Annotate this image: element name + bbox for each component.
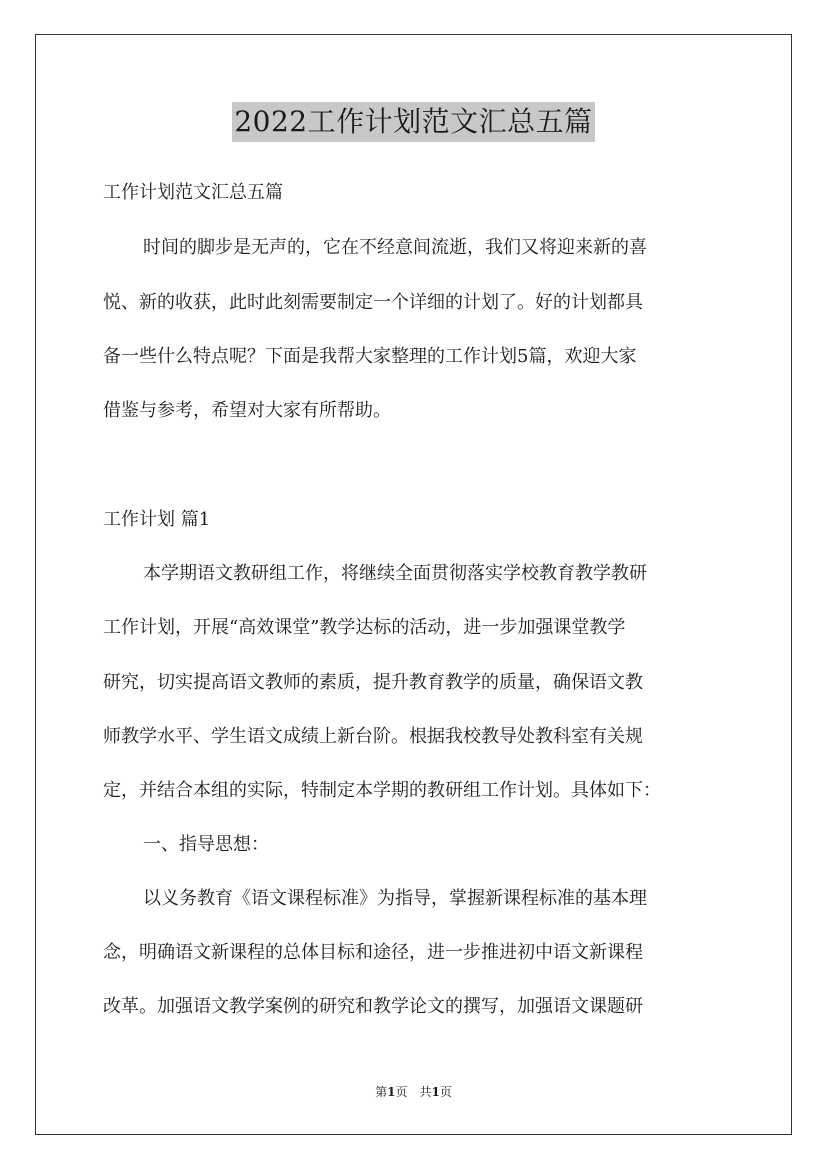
body-line-2: 工作计划，开展“高效课堂”教学达标的活动，进一步加强课堂教学: [103, 617, 626, 638]
intro-line-1: 时间的脚步是无声的，它在不经意间流逝，我们又将迎来新的喜: [143, 237, 647, 258]
document-subtitle: 工作计划范文汇总五篇: [103, 182, 283, 203]
body-line-1: 本学期语文教研组工作，将继续全面贯彻落实学校教育教学教研: [143, 563, 647, 584]
intro-line-4: 借鉴与参考，希望对大家有所帮助。: [103, 400, 391, 421]
footer-mid: 页 共: [395, 1085, 432, 1099]
guide-line-2: 念，明确语文新课程的总体目标和途径，进一步推进初中语文新课程: [103, 942, 643, 963]
page-footer: [0, 1083, 827, 1101]
guide-line-3: 改革。加强语文教学案例的研究和教学论文的撰写，加强语文课题研: [103, 996, 643, 1017]
guide-line-1: 以义务教育《语文课程标准》为指导，掌握新课程标准的基本理: [143, 888, 647, 909]
body-line-5: 定，并结合本组的实际，特制定本学期的教研组工作计划。具体如下：: [103, 780, 661, 801]
footer-total-pages: 1: [431, 1085, 440, 1099]
footer-suffix: 页: [439, 1085, 452, 1099]
intro-line-2: 悦、新的收获，此时此刻需要制定一个详细的计划了。好的计划都具: [103, 292, 643, 313]
document-title-text: 2022工作计划范文汇总五篇: [232, 102, 594, 142]
section-heading: 工作计划 篇1: [103, 509, 211, 530]
footer-prefix: 第: [375, 1085, 388, 1099]
body-line-4: 师教学水平、学生语文成绩上新台阶。根据我校教导处教科室有关规: [103, 726, 643, 747]
sub-heading: 一、指导思想：: [143, 834, 269, 855]
document-title: [0, 101, 827, 142]
intro-line-3: 备一些什么特点呢？下面是我帮大家整理的工作计划5篇，欢迎大家: [103, 346, 637, 367]
footer-current-page: 1: [387, 1085, 396, 1099]
body-line-3: 研究，切实提高语文教师的素质，提升教育教学的质量，确保语文教: [103, 672, 643, 693]
